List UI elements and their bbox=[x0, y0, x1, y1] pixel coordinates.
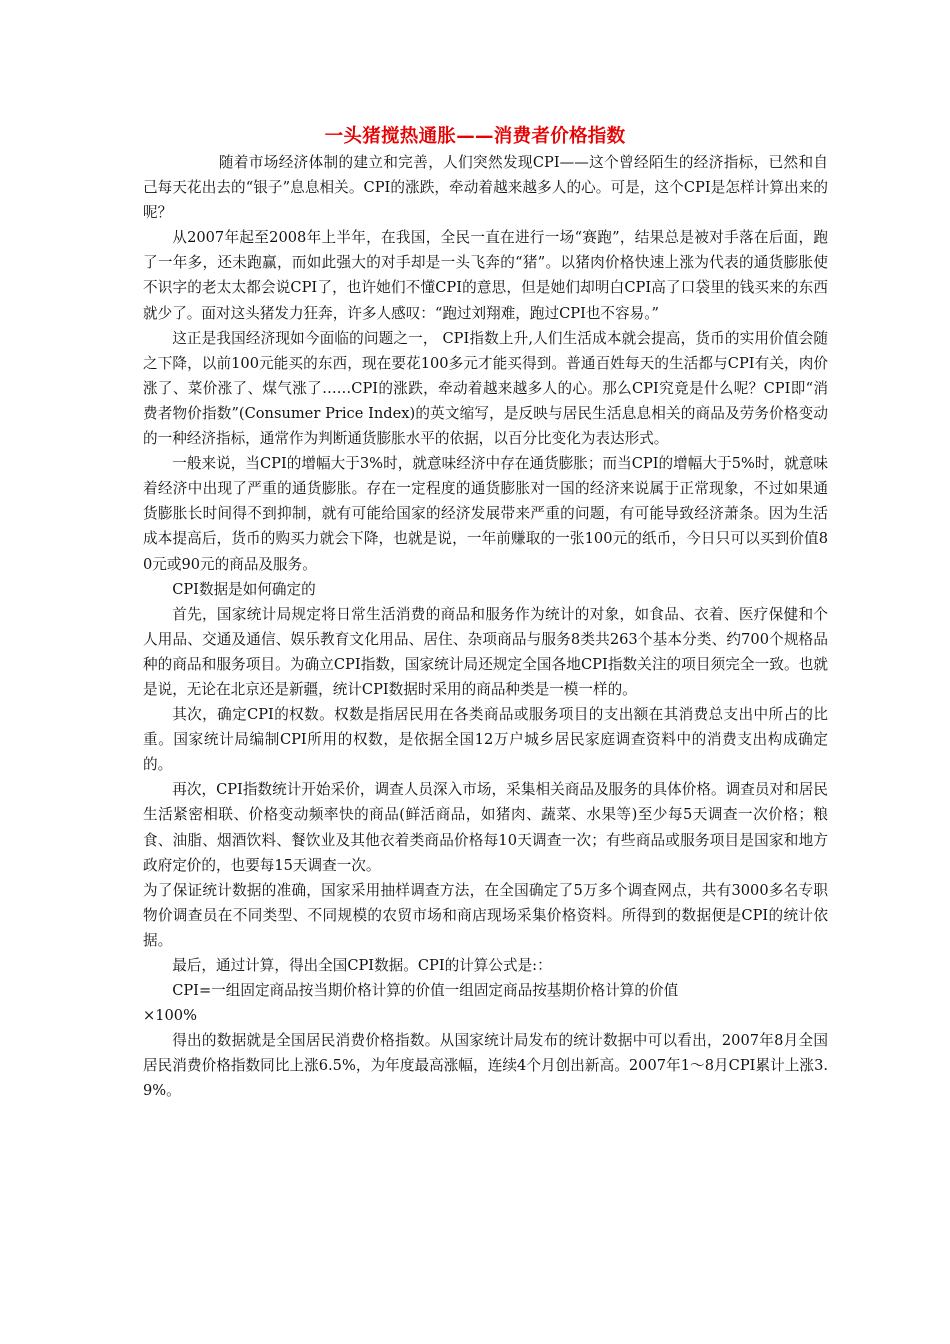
formula-line: CPI=一组固定商品按当期价格计算的价值一组固定商品按基期价格计算的价值 bbox=[172, 982, 679, 1000]
paragraph-result: 得出的数据就是全国居民消费价格指数。从国家统计局发布的统计数据中可以看出，2007年8月全国居民消费价格指数同比上涨6.5%，为年度最高涨幅，连续4个月创出新高。2007年1～8月CPI累计上涨3.9%。 bbox=[143, 1032, 828, 1100]
paragraph-first: 首先，国家统计局规定将日常生活消费的商品和服务作为统计的对象，如食品、衣着、医疗保健和个人用品、交通及通信、娱乐教育文化用品、居住、杂项商品与服务8类共263个基本分类、约700个规格品种的商品和服务项目。为确立CPI指数，国家统计局还规定全国各地CPI指数关注的项目须完全一致。也就是说，无论在北京还是新疆，统计CPI数据时采用的商品种类是一模一样的。 bbox=[143, 605, 828, 698]
section-heading-cpi-data: CPI数据是如何确定的 bbox=[172, 580, 316, 598]
paragraph-second: 其次，确定CPI的权数。权数是指居民用在各类商品或服务项目的支出额在其消费总支出中所占的比重。国家统计局编制CPI所用的权数，是依据全国12万户城乡居民家庭调查资料中的消费支出构成确定的。 bbox=[143, 706, 828, 774]
document-title: 一头猪搅热通胀——消费者价格指数 bbox=[324, 126, 626, 147]
document-body bbox=[143, 150, 828, 1104]
paragraph-intro: 随着市场经济体制的建立和完善，人们突然发现CPI——这个曾经陌生的经济指标，已然和自己每天花出去的“银子”息息相关。CPI的涨跌，牵动着越来越多人的心。可是，这个CPI是怎样计算出来的呢？ bbox=[143, 154, 828, 222]
paragraph-definition: 这正是我国经济现如今面临的问题之一， CPI指数上升,人们生活成本就会提高，货币的实用价值会随之下降，以前100元能买的东西，现在要花100多元才能买得到。普通百姓每天的生活都与CPI有关，肉价涨了、菜价涨了、煤气涨了……CPI的涨跌，牵动着越来越多人的心。那么CPI究竟是什么呢？CPI即“消费者物价指数”(Consumer Price Index)的英文缩写，是反映与居民生活息息相关的商品及劳务价格变动的一种经济指标，通常作为判断通货膨胀水平的依据，以百分比变化为表达形式。 bbox=[143, 329, 828, 448]
paragraph-last: 最后，通过计算，得出全国CPI数据。CPI的计算公式是:： bbox=[172, 957, 552, 974]
formula-multiplier: ×100% bbox=[143, 1007, 197, 1025]
paragraph-third: 再次，CPI指数统计开始采价，调查人员深入市场，采集相关商品及服务的具体价格。调查员对和居民生活紧密相联、价格变动频率快的商品(鲜活商品，如猪肉、蔬菜、水果等)至少每5天调查一次价格；粮食、油脂、烟酒饮料、餐饮业及其他衣着类商品价格每10天调查一次；有些商品或服务项目是国家和地方政府定价的，也要每15天调查一次。 bbox=[143, 781, 828, 874]
paragraph-race: 从2007年起至2008年上半年，在我国，全民一直在进行一场“赛跑”，结果总是被对手落在后面，跑了一年多，还未跑赢，而如此强大的对手却是一头飞奔的“猪”。以猪肉价格快速上涨为代表的通货膨胀使不识字的老太太都会说CPI了，也许她们不懂CPI的意思，但是她们却明白CPI高了口袋里的钱买来的东西就少了。面对这头猪发力狂奔，许多人感叹：“跑过刘翔难，跑过CPI也不容易。” bbox=[143, 229, 828, 322]
paragraph-inflation: 一般来说，当CPI的增幅大于3%时，就意味经济中存在通货膨胀；而当CPI的增幅大于5%时，就意味着经济中出现了严重的通货膨胀。存在一定程度的通货膨胀对一国的经济来说属于正常现象，不过如果通货膨胀长时间得不到抑制，就有可能给国家的经济发展带来严重的问题，有可能导致经济萧条。因为生活成本提高后，货币的购买力就会下降，也就是说，一年前赚取的一张100元的纸币，今日只可以买到价值80元或90元的商品及服务。 bbox=[143, 455, 828, 573]
paragraph-sampling: 为了保证统计数据的准确，国家采用抽样调查方法，在全国确定了5万多个调查网点，共有3000多名专职物价调查员在不同类型、不同规模的农贸市场和商店现场采集价格资料。所得到的数据便是CPI的统计依据。 bbox=[143, 881, 828, 949]
